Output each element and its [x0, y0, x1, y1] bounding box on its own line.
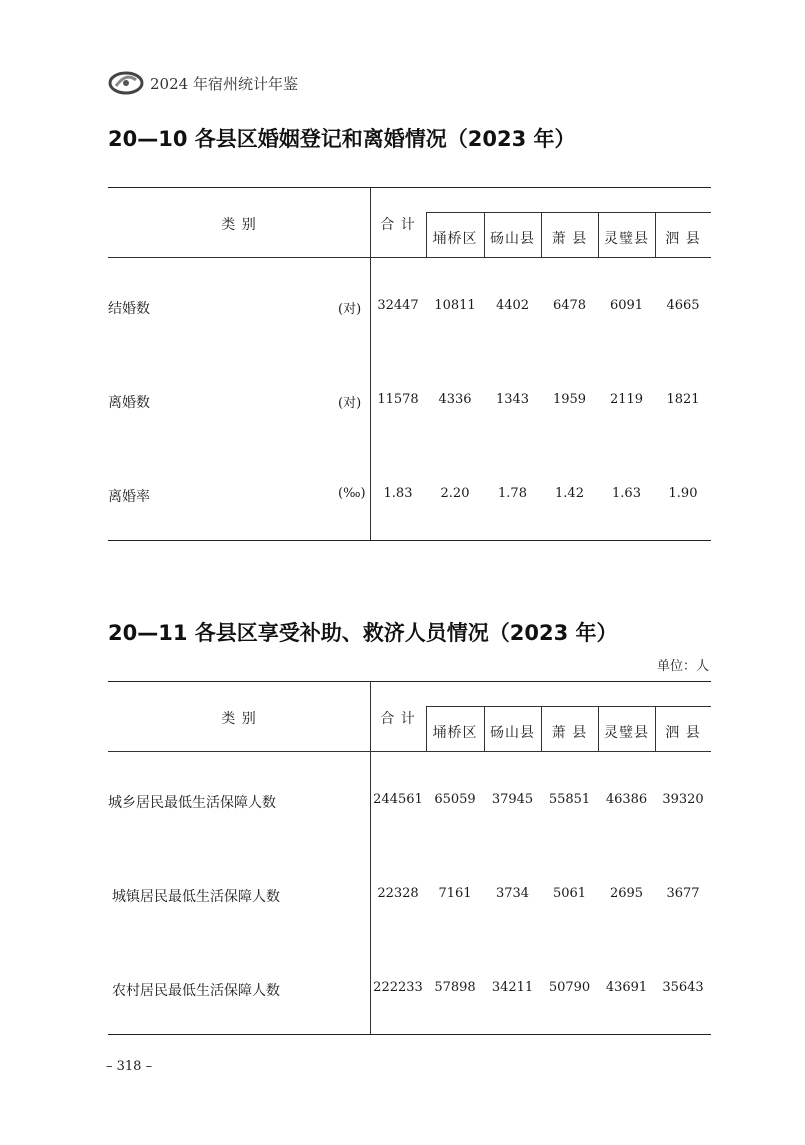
- table-cell: 7161: [438, 886, 472, 901]
- table-cell: 2119: [609, 392, 644, 407]
- column-header: 埇桥区: [432, 725, 478, 741]
- column-header: 泗 县: [665, 231, 701, 247]
- table-cell: 1959: [552, 392, 587, 407]
- table-cell: 43691: [605, 980, 648, 995]
- table-cell: 50790: [548, 980, 591, 995]
- table-cell: 3677: [666, 886, 700, 901]
- table-cell: 4665: [666, 298, 700, 313]
- header-bottom-rule: [108, 751, 711, 752]
- table-cell: 22328: [377, 886, 419, 901]
- table-cell: 55851: [548, 792, 591, 807]
- column-header: 砀山县: [490, 231, 535, 247]
- category-header: 类 别: [221, 711, 257, 727]
- subsidy-relief-table: [108, 681, 711, 1037]
- column-header: 砀山县: [490, 725, 535, 741]
- table-cell: 65059: [434, 792, 476, 807]
- total-header: 合 计: [380, 711, 416, 727]
- column-header: 萧 县: [551, 231, 588, 247]
- table-cell: 222233: [373, 980, 423, 995]
- table-top-rule: [108, 187, 711, 188]
- table2-title: 20—11 各县区享受补助、救济人员情况（2023 年）: [108, 621, 618, 645]
- table-cell: 4336: [438, 392, 472, 407]
- row-label: 结婚数: [108, 301, 150, 317]
- row-unit: (对): [338, 302, 362, 317]
- table-cell: 1.90: [668, 486, 698, 501]
- row-unit: (对): [338, 396, 362, 411]
- row-label: 城乡居民最低生活保障人数: [108, 795, 276, 811]
- row-label: 离婚率: [108, 489, 150, 505]
- table-cell: 1821: [666, 392, 700, 407]
- table-bottom-rule: [108, 1034, 711, 1035]
- table-bottom-rule: [108, 540, 711, 541]
- table-cell: 1.63: [612, 486, 641, 501]
- table-cell: 244561: [373, 792, 423, 807]
- table-cell: 1.83: [383, 486, 413, 501]
- row-label: 离婚数: [108, 395, 150, 411]
- table-cell: 35643: [662, 980, 704, 995]
- marriage-divorce-table: [108, 187, 711, 543]
- yearbook-logo-icon: [108, 70, 144, 96]
- table-cell: 1.42: [555, 486, 584, 501]
- table-top-rule: [108, 681, 711, 682]
- header-sub-rule: [426, 706, 711, 707]
- running-header: [108, 70, 298, 96]
- table-cell: 4402: [495, 298, 530, 313]
- row-label: 农村居民最低生活保障人数: [112, 983, 280, 999]
- table-cell: 1.78: [498, 486, 527, 501]
- table-cell: 46386: [605, 792, 648, 807]
- page-number: – 318 –: [106, 1059, 153, 1074]
- header-sub-rule: [426, 212, 711, 213]
- table-cell: 57898: [434, 980, 476, 995]
- table-cell: 37945: [491, 792, 534, 807]
- total-header: 合 计: [380, 217, 416, 233]
- row-label: 城镇居民最低生活保障人数: [112, 889, 280, 905]
- table1-title: 20—10 各县区婚姻登记和离婚情况（2023 年）: [108, 127, 576, 151]
- header-bottom-rule: [108, 257, 711, 258]
- running-header-title: 2024 年宿州统计年鉴: [150, 74, 298, 93]
- category-header: 类 别: [221, 217, 257, 233]
- column-header: 泗 县: [665, 725, 701, 741]
- table-cell: 6091: [609, 298, 644, 313]
- row-unit: (‰): [338, 486, 366, 501]
- column-header: 埇桥区: [432, 231, 478, 247]
- column-header: 灵璧县: [604, 231, 649, 247]
- table-cell: 3734: [495, 886, 530, 901]
- column-header: 灵璧县: [604, 725, 649, 741]
- table-cell: 32447: [377, 298, 419, 313]
- table-cell: 34211: [491, 980, 534, 995]
- unit-note: 单位：人: [656, 659, 709, 674]
- table-cell: 5061: [552, 886, 587, 901]
- table-cell: 1343: [495, 392, 530, 407]
- table-cell: 2.20: [440, 486, 470, 501]
- table-cell: 39320: [662, 792, 704, 807]
- table-cell: 10811: [434, 298, 476, 313]
- table-cell: 6478: [552, 298, 587, 313]
- table-cell: 2695: [609, 886, 644, 901]
- table-cell: 11578: [377, 392, 419, 407]
- column-header: 萧 县: [551, 725, 588, 741]
